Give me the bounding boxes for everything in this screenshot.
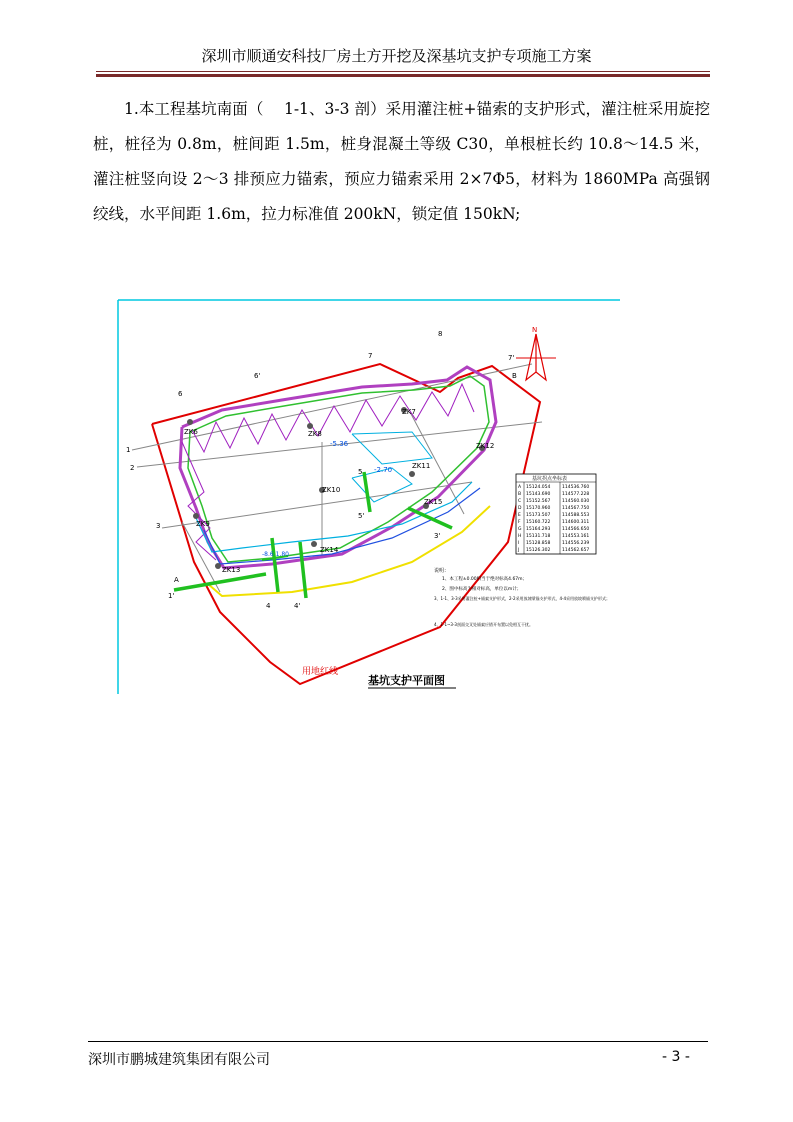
- section-label-6: 6: [178, 390, 183, 398]
- drawing-notes: [434, 567, 610, 627]
- borehole-label-zk11: ZK11: [412, 462, 431, 470]
- section-label-3: 3: [156, 522, 161, 530]
- section-label-5: 5: [358, 468, 363, 476]
- note-line-3: 3、1-1、3-3采用灌注桩+锚索支护形式，2-2采用放坡喷锚支护形式，4-4采用放坡喷锚支护形式；: [434, 596, 611, 601]
- borehole-label-zk15: ZK15: [424, 498, 443, 506]
- coord-table-cell: A: [518, 485, 522, 490]
- coord-table-cell: 114553.161: [562, 534, 590, 539]
- borehole-label-zk7: ZK7: [402, 408, 416, 416]
- coord-table-cell: 15173.507: [526, 513, 551, 518]
- construction-paragraph: 1.本工程基坑南面（ 1-1、3-3 剖）采用灌注桩+锚索的支护形式，灌注桩采用旋挖桩，桩径为 0.8m，桩间距 1.5m，桩身混凝土等级 C30，单根桩长约 10.8～14.5 米，灌注桩竖向设 2～3 排预应力锚索，预应力锚索采用 2×7Φ5，材料为 1860MPa 高强钢绞线，水平间距 1.6m，拉力标准值 200kN，锁定值 150kN;: [93, 100, 710, 223]
- section-label-6-prime: 6': [254, 372, 261, 380]
- footer-rule: [88, 1041, 708, 1042]
- borehole-label-zk13: ZK13: [222, 566, 241, 574]
- borehole-label-zk8: ZK8: [308, 430, 322, 438]
- document-header-title: 深圳市顺通安科技厂房土方开挖及深基坑支护专项施工方案: [201, 47, 592, 65]
- coord-table-cell: 114556.239: [562, 541, 590, 546]
- property-red-line: [152, 364, 540, 684]
- section-label-8: 8: [438, 330, 443, 338]
- section-label-a: A: [174, 576, 179, 584]
- coord-table-cell: 114566.650: [562, 527, 590, 532]
- coord-table-cell: 114600.311: [562, 520, 590, 525]
- coord-table-cell: B: [518, 492, 522, 497]
- coord-table-cell: H: [518, 534, 522, 539]
- coord-table-cell: 15152.567: [526, 499, 551, 504]
- coord-table-cell: 15143.690: [526, 492, 551, 497]
- coord-table-cell: 15126.302: [526, 548, 551, 553]
- footer-company: 深圳市鹏城建筑集团有限公司: [88, 1052, 270, 1068]
- coord-table-cell: 15160.722: [526, 520, 551, 525]
- section-label-3-prime: 3': [434, 532, 441, 540]
- section-label-4: 4: [266, 602, 271, 610]
- coord-table-cell: 15164.293: [526, 527, 551, 532]
- north-label: N: [532, 326, 538, 334]
- section-marker-1: [174, 574, 266, 590]
- section-label-7: 7: [368, 352, 373, 360]
- coord-table-cell: 114536.760: [562, 485, 590, 490]
- anchor-line-inner: [188, 376, 489, 562]
- section-label-2: 2: [130, 464, 135, 472]
- section-label-b: B: [512, 372, 517, 380]
- borehole-label-zk9: ZK9: [196, 520, 210, 528]
- coord-table-cell: 114560.030: [562, 499, 590, 504]
- redline-label: 用地红线: [302, 667, 339, 677]
- note-line-4: 4、1-1~3-3剖面交叉处锚索应错开布置以免相互干扰。: [434, 622, 533, 627]
- coord-table-cell: E: [518, 513, 521, 518]
- section-label-4-prime: 4': [294, 602, 301, 610]
- coord-table-cell: 114588.553: [562, 513, 590, 518]
- figure-title: 基坑支护平面图: [368, 674, 445, 687]
- coord-table-cell: J: [518, 548, 520, 553]
- coord-table-cell: F: [518, 520, 521, 525]
- site-plan-drawing: [112, 292, 622, 697]
- coord-table-cell: 15128.858: [526, 541, 551, 546]
- section-label-1: 1: [126, 446, 131, 454]
- borehole-label-zk10: ZK10: [322, 486, 341, 494]
- elevation-label-1: -5.36: [330, 440, 349, 448]
- coord-table-cell: D: [518, 506, 522, 511]
- coord-table-cell: 15124.054: [526, 485, 551, 490]
- borehole-label-zk14: ZK14: [320, 546, 339, 554]
- note-line-0: 说明：: [434, 568, 450, 574]
- header-rule: [96, 71, 710, 72]
- coord-table-cell: G: [518, 527, 522, 532]
- pit-outline-mid: [352, 432, 432, 464]
- elevation-label-2: -2.70: [374, 466, 393, 474]
- borehole-label-zk12: ZK12: [476, 442, 495, 450]
- coord-table-cell: 114567.750: [562, 506, 590, 511]
- section-label-5-prime: 5': [358, 512, 365, 520]
- coord-table-cell: 15131.718: [526, 534, 551, 539]
- coord-table-cell: C: [518, 499, 522, 504]
- coord-table-cell: I: [518, 541, 520, 546]
- coord-table-cell: 15170.960: [526, 506, 551, 511]
- coord-table-cell: 114562.657: [562, 548, 590, 553]
- coord-table-title: 基坑拐点坐标表: [532, 476, 568, 482]
- north-arrow-icon: [516, 334, 556, 380]
- coord-table-cell: 114577.228: [562, 492, 590, 497]
- note-line-2: 2、图中标高为相对标高，单位以m计；: [442, 587, 522, 592]
- note-line-1: 1、本工程±0.00相当于绝对标高4.67m；: [442, 577, 528, 582]
- section-label-1-prime: 1': [168, 592, 175, 600]
- borehole-label-zk6: ZK6: [184, 428, 198, 436]
- elevation-label-3: -8.6 1.80: [262, 551, 289, 558]
- body-text: [93, 92, 710, 232]
- header-rule-thick: [96, 74, 710, 77]
- footer-page-number: - 3 -: [662, 1049, 690, 1065]
- site-plan-figure: [112, 292, 622, 697]
- section-label-7-prime: 7': [508, 354, 515, 362]
